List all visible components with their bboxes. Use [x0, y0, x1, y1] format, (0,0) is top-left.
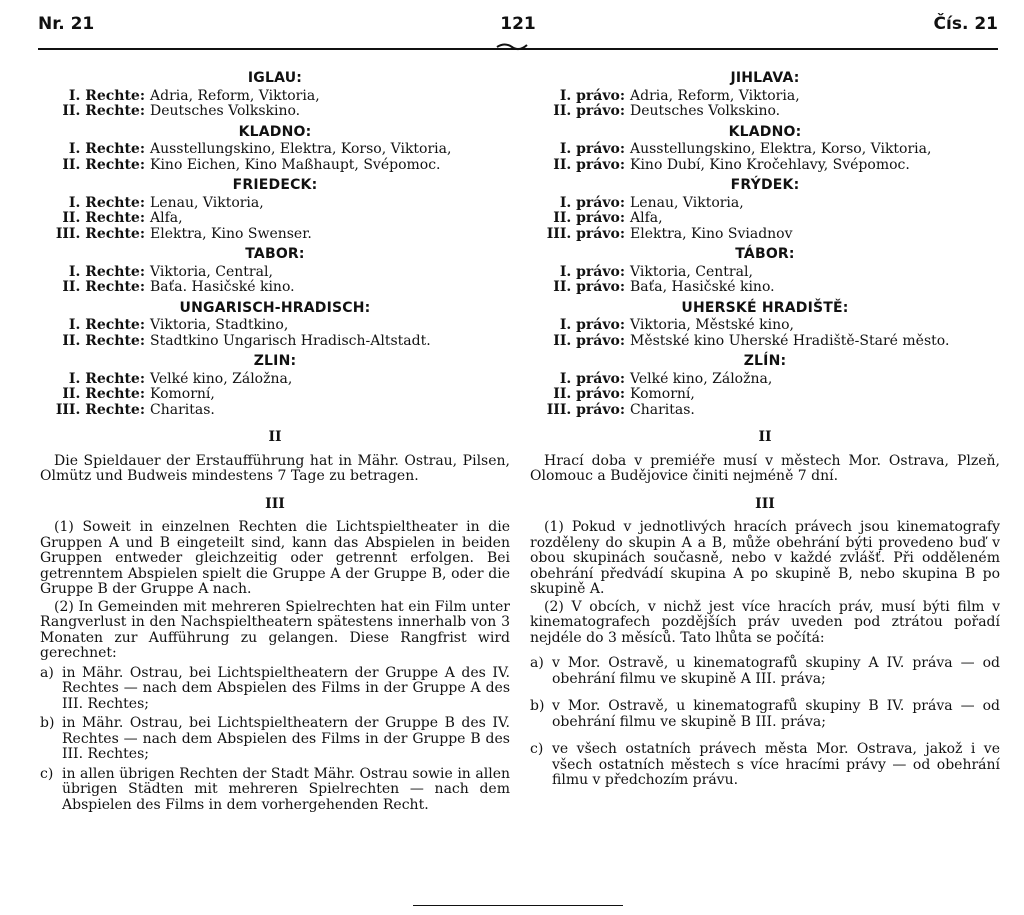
page-header — [38, 10, 998, 40]
rights-list — [40, 196, 510, 243]
list-item-text: in Mähr. Ostrau, bei Lichtspieltheatern der Gruppe A des IV. Rechtes — nach dem Abspielen des Films in der Gruppe A des III. Rechtes; — [62, 664, 510, 712]
rights-key: I. Rechte: — [68, 87, 145, 104]
list-item-label: b) — [40, 715, 55, 731]
rights-value: Velké kino, Záložna, — [150, 370, 293, 387]
rights-value: Ausstellungskino, Elektra, Korso, Viktoria, — [150, 141, 452, 157]
city-heading: FRIEDECK: — [232, 177, 318, 193]
rights-list — [530, 372, 1000, 419]
rights-key: II. právo: — [553, 210, 625, 226]
list-item-text: v Mor. Ostravě, u kinematografů skupiny A IV. práva — od obehrání filmu ve skupině A III. práva; — [552, 655, 1000, 687]
section-heading: III — [265, 495, 285, 512]
list-item — [530, 656, 1000, 687]
section-paragraph: (1) Soweit in einzelnen Rechten die Lichtspieltheater in die Gruppen A und B eingeteilt sind, kann das Abspielen in beiden Gruppen entweder gleichzeitig oder getrennt erfolgen. Bei getrenntem Abspielen spielt die Gruppe A der Gruppe B, oder die Gruppe B der Gruppe A nach. — [40, 519, 510, 597]
city-heading: FRÝDEK: — [730, 177, 800, 193]
city-heading: ZLÍN: — [743, 353, 787, 369]
list-item — [40, 666, 510, 713]
section-paragraph: (1) Pokud v jednotlivých hracích právech jsou kinematografy rozděleny do skupin A a B, může obehrání býti provedeno buď v obou skupinách současně, nebo v každé zvlášť. Při odděleném obehrání předvádí skupina A po skupině B, nebo skupina B po skupině A. — [530, 519, 1000, 597]
rights-key: II. Rechte: — [62, 386, 145, 402]
rights-value: Adria, Reform, Viktoria, — [150, 87, 320, 104]
rights-list — [40, 318, 510, 349]
list-item-label: c) — [530, 741, 544, 757]
rights-value: Viktoria, Central, — [630, 263, 753, 280]
czech-column — [530, 66, 1000, 801]
list-item-text: in Mähr. Ostrau, bei Lichtspieltheatern der Gruppe B des IV. Rechtes — nach dem Abspielen des Films in der Gruppe B des III. Rechtes; — [62, 715, 510, 762]
city-heading: IGLAU: — [247, 70, 303, 86]
rights-value: Charitas. — [630, 401, 695, 418]
section-heading: II — [268, 429, 282, 445]
section-paragraph: Die Spieldauer der Erstaufführung hat in Mähr. Ostrau, Pilsen, Olmütz und Budweis mindestens 7 Tage zu betragen. — [40, 452, 510, 484]
rights-key: I. Rechte: — [68, 370, 145, 387]
rights-value: Ausstellungskino, Elektra, Korso, Viktoria, — [630, 141, 932, 157]
rights-value: Baťa. Hasičské kino. — [150, 279, 295, 295]
rights-key: II. právo: — [553, 386, 625, 402]
list-item-label: a) — [40, 664, 54, 681]
rights-key: III. právo: — [546, 225, 625, 242]
rights-value: Elektra, Kino Swenser. — [150, 225, 312, 242]
rights-key: II. Rechte: — [62, 156, 145, 173]
rights-key: II. Rechte: — [62, 103, 145, 119]
rights-key: II. Rechte: — [62, 332, 145, 349]
rights-value: Kino Eichen, Kino Maßhaupt, Svépomoc. — [150, 156, 441, 173]
rights-value: Viktoria, Městské kino, — [630, 317, 794, 333]
rights-key: II. právo: — [553, 332, 625, 349]
city-heading: UHERSKÉ HRADIŠTĚ: — [681, 299, 849, 316]
rights-key: I. Rechte: — [68, 263, 145, 280]
rights-value: Alfa, — [630, 210, 663, 226]
rights-key: I. právo: — [559, 370, 625, 387]
footer-rule — [413, 905, 623, 906]
ornament-icon — [0, 40, 1024, 56]
rights-key: I. Rechte: — [68, 317, 145, 333]
issue-number-cz: Čís. 21 — [933, 14, 998, 34]
city-heading: JIHLAVA: — [730, 70, 800, 86]
rights-value: Městské kino Uherské Hradiště-Staré město. — [630, 332, 950, 349]
city-heading: ZLIN: — [253, 353, 297, 369]
rights-value: Adria, Reform, Viktoria, — [630, 87, 800, 104]
section-heading: II — [758, 429, 772, 445]
list-item-text: v Mor. Ostravě, u kinematografů skupiny B IV. práva — od obehrání filmu ve skupině B III. práva; — [552, 698, 1000, 730]
rights-value: Komorní, — [150, 386, 215, 402]
german-column — [40, 66, 510, 817]
list-item — [530, 742, 1000, 789]
list-item-label: b) — [530, 698, 545, 714]
section-paragraph: Hrací doba v premiéře musí v městech Mor. Ostrava, Plzeň, Olomouc a Budějovice činiti nejméně 7 dní. — [530, 452, 1000, 484]
rights-value: Lenau, Viktoria, — [630, 194, 744, 211]
rights-key: II. právo: — [553, 156, 625, 173]
section-heading: III — [755, 495, 775, 512]
rights-key: I. právo: — [559, 317, 625, 333]
city-heading: KLADNO: — [728, 123, 802, 140]
rights-list — [530, 142, 1000, 173]
list-item-text: in allen übrigen Rechten der Stadt Mähr. Ostrau sowie in allen übrigen Städten mit mehreren Spielrechten — nach dem Abspielen des Films in dem vorhergehenden Recht. — [62, 765, 510, 813]
rights-key: I. Rechte: — [68, 141, 145, 157]
city-heading: UNGARISCH-HRADISCH: — [179, 299, 371, 316]
rights-list — [530, 318, 1000, 349]
list-item-label: a) — [530, 655, 544, 671]
rights-value: Velké kino, Záložna, — [630, 370, 773, 387]
city-heading: KLADNO: — [238, 123, 312, 140]
rights-list — [40, 372, 510, 419]
list-item-text: ve všech ostatních právech města Mor. Ostrava, jakož i ve všech ostatních městech s více hracími právy — od obehrání filmu v předchozím právu. — [552, 741, 1000, 788]
rights-key: II. Rechte: — [62, 279, 145, 295]
rights-value: Viktoria, Stadtkino, — [150, 317, 289, 333]
rights-key: II. právo: — [553, 103, 625, 119]
list-item-label: c) — [40, 765, 54, 782]
rights-value: Charitas. — [150, 401, 215, 418]
rights-value: Alfa, — [150, 210, 183, 226]
rights-list — [40, 142, 510, 173]
rights-list — [530, 196, 1000, 243]
rights-value: Elektra, Kino Sviadnov — [630, 225, 793, 242]
rights-value: Kino Dubí, Kino Kročehlavy, Svépomoc. — [630, 156, 910, 173]
city-heading: TABOR: — [245, 246, 305, 262]
rights-list — [530, 89, 1000, 120]
rights-key: I. právo: — [559, 87, 625, 104]
rights-value: Baťa, Hasičské kino. — [630, 279, 775, 295]
rights-list — [40, 265, 510, 296]
rights-value: Komorní, — [630, 386, 695, 402]
page-number: 121 — [500, 14, 536, 34]
section-paragraph: (2) In Gemeinden mit mehreren Spielrechten hat ein Film unter Rangverlust in den Nachspieltheatern spätestens innerhalb von 3 Monaten zur Aufführung zu gelangen. Diese Rangfrist wird gerechnet: — [40, 598, 510, 661]
list-item — [530, 699, 1000, 730]
rights-list — [530, 265, 1000, 296]
list-item — [40, 716, 510, 763]
rights-key: II. Rechte: — [62, 210, 145, 226]
rights-value: Deutsches Volkskino. — [150, 103, 301, 119]
rights-value: Viktoria, Central, — [150, 263, 273, 280]
rights-value: Stadtkino Ungarisch Hradisch-Altstadt. — [150, 332, 431, 349]
rights-key: I. právo: — [559, 263, 625, 280]
rights-key: III. právo: — [546, 401, 625, 418]
issue-number-de: Nr. 21 — [38, 14, 95, 34]
city-heading: TÁBOR: — [735, 246, 795, 262]
list-item — [40, 767, 510, 814]
rights-key: I. právo: — [559, 141, 625, 157]
rights-key: III. Rechte: — [55, 401, 145, 418]
rights-value: Lenau, Viktoria, — [150, 194, 264, 211]
rights-key: I. Rechte: — [68, 194, 145, 211]
rights-key: II. právo: — [553, 279, 625, 295]
rights-value: Deutsches Volkskino. — [630, 103, 781, 119]
rights-list — [40, 89, 510, 120]
rights-key: I. právo: — [559, 194, 625, 211]
section-paragraph: (2) V obcích, v nichž jest více hracích práv, musí býti film v kinematografech pozdějších práv uveden pod ztrátou pořadí nejdéle do 3 měsíců. Tato lhůta se počítá: — [530, 598, 1000, 646]
rights-key: III. Rechte: — [55, 225, 145, 242]
